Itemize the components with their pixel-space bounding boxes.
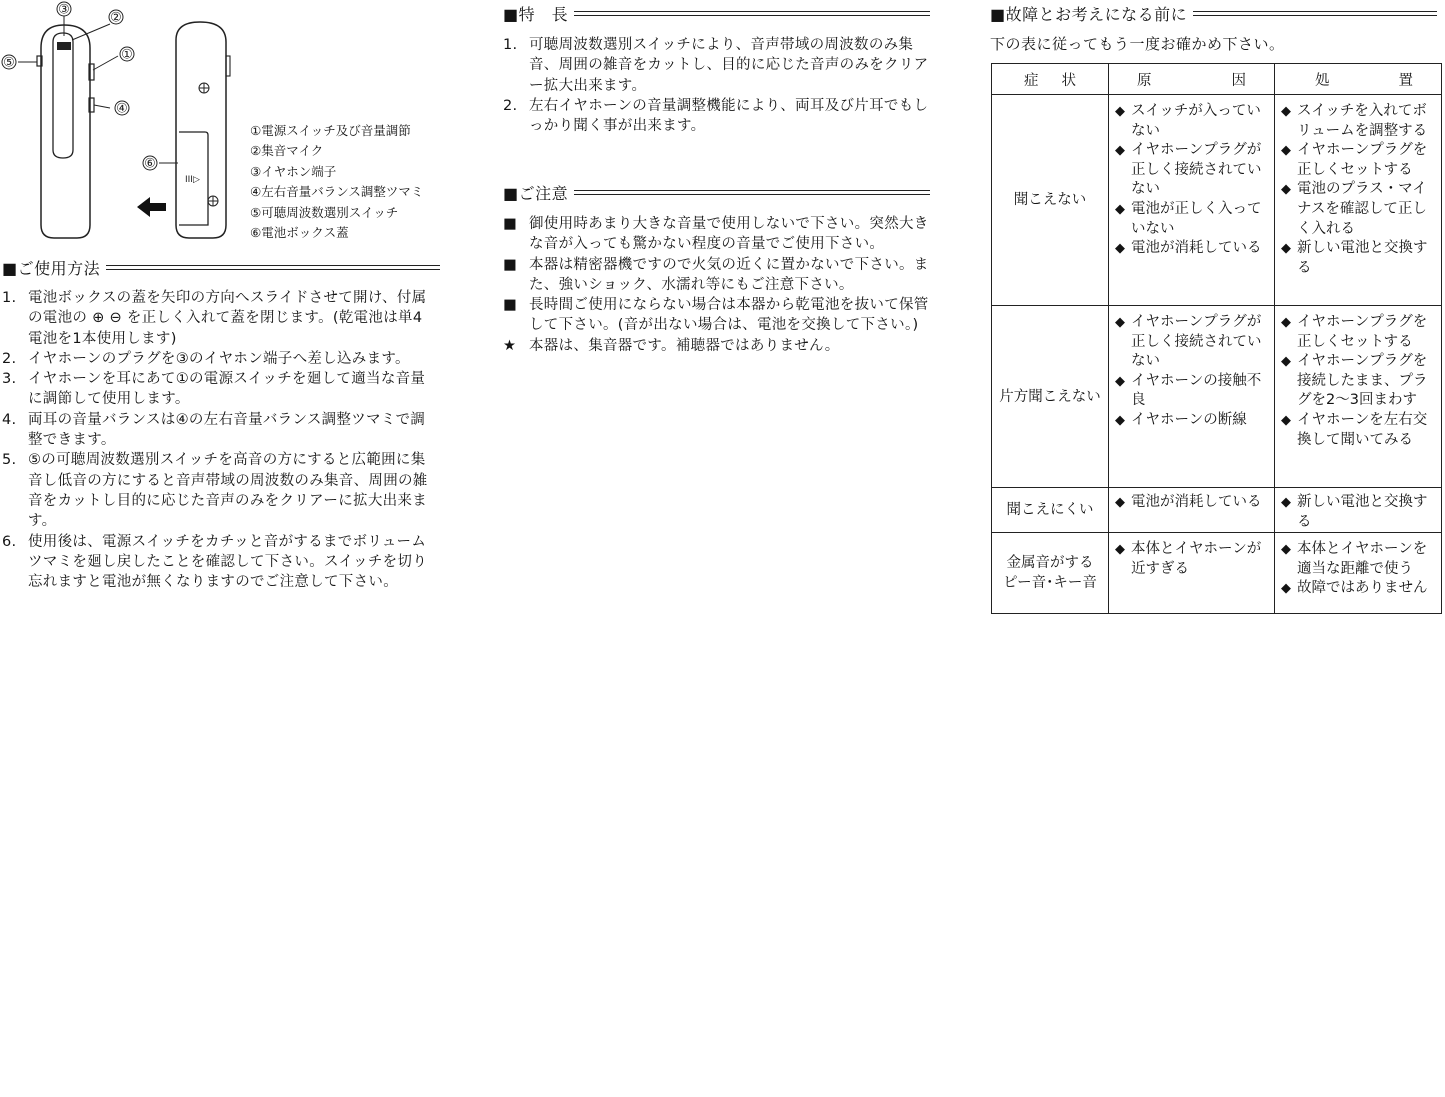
symptom-text: 聞こえにくい <box>1006 502 1094 519</box>
diamond-bullet-icon: ◆ <box>1115 143 1125 159</box>
usage-list <box>2 288 434 592</box>
item-number: 2. <box>503 97 518 114</box>
features-list <box>503 35 933 136</box>
column-header-remedy: 処 置 <box>1275 64 1442 95</box>
remedy-cell <box>1275 533 1442 614</box>
usage-heading <box>2 256 440 278</box>
item-number: 5. <box>2 452 17 469</box>
legend-item: ③イヤホン端子 <box>250 163 337 179</box>
bullet-text: 電池が消耗している <box>1131 240 1262 257</box>
features-heading-text: ■特 長 <box>503 4 569 24</box>
feature-item <box>503 35 933 96</box>
troubleshooting-heading <box>990 2 1437 24</box>
diamond-bullet-icon: ◆ <box>1115 315 1125 330</box>
callout-6: ⑥ <box>144 156 156 172</box>
table-header-row <box>992 64 1442 95</box>
usage-item <box>2 288 434 349</box>
callout-2: ② <box>110 10 122 26</box>
symptom-cell <box>992 533 1109 614</box>
bullet-text: イヤホーンを左右交換して聞いてみる <box>1297 411 1428 448</box>
svg-text:III▷: III▷ <box>185 175 200 185</box>
diamond-bullet-icon: ◆ <box>1281 143 1291 159</box>
bullet-text: 本体とイヤホーンが近すぎる <box>1131 541 1262 577</box>
diamond-bullet-icon: ◆ <box>1281 182 1291 198</box>
remedy-cell <box>1275 306 1442 488</box>
legend-item: ⑤可聴周波数選別スイッチ <box>250 204 399 220</box>
remedy-item <box>1281 313 1435 352</box>
column-header-symptom: 症 状 <box>992 64 1109 95</box>
bullet-text: 新しい電池と交換する <box>1297 494 1428 530</box>
table-row <box>992 95 1442 306</box>
bullet-text: イヤホーンプラグを正しくセットする <box>1297 314 1428 350</box>
diamond-bullet-icon: ◆ <box>1115 412 1125 428</box>
callout-1: ① <box>121 47 133 63</box>
remedy-cell <box>1275 488 1442 533</box>
usage-item <box>2 369 434 410</box>
bullet-text: イヤホーンプラグを接続したまま、プラグを2〜3回まわす <box>1297 353 1428 409</box>
heading-rule <box>574 190 930 195</box>
column-header-cause: 原 因 <box>1109 64 1275 95</box>
remedy-item <box>1281 540 1435 579</box>
bullet-text: スイッチが入っていない <box>1131 103 1261 139</box>
caution-heading <box>503 181 930 203</box>
diamond-bullet-icon: ◆ <box>1115 104 1125 119</box>
item-text: 本器は精密器機ですので火気の近くに置かないで下さい。また、強いショック、水濡れ等にもご注意下さい。 <box>529 256 929 293</box>
cause-item <box>1115 200 1268 239</box>
heading-rule <box>1193 11 1437 16</box>
caution-item <box>503 336 933 356</box>
caution-item <box>503 295 933 336</box>
left-arrow-icon <box>137 197 166 217</box>
diamond-bullet-icon: ◆ <box>1115 201 1125 217</box>
item-text: イヤホーンを耳にあて①の電源スイッチを廻して適当な音量に調節して使用します。 <box>28 371 426 408</box>
item-number: 3. <box>2 371 17 388</box>
cause-item <box>1115 141 1268 200</box>
usage-item <box>2 450 434 531</box>
item-text: 長時間ご使用にならない場合は本器から乾電池を抜いて保管して下さい。(音が出ない場合は、電池を交換して下さい。) <box>529 297 929 334</box>
bullet-text: イヤホーンの断線 <box>1131 411 1247 428</box>
symptom-text: 片方聞こえない <box>999 388 1101 405</box>
bullet-text: 新しい電池と交換する <box>1297 240 1428 276</box>
symptom-cell <box>992 95 1109 306</box>
bullet-text: スイッチを入れてボリュームを調整する <box>1297 103 1428 139</box>
bullet-text: 本体とイヤホーンを適当な距離で使う <box>1297 541 1428 577</box>
caution-heading-text: ■ご注意 <box>503 183 569 203</box>
cause-item <box>1115 313 1268 372</box>
features-heading <box>503 2 930 24</box>
remedy-item <box>1281 180 1435 239</box>
table-row <box>992 306 1442 488</box>
cause-cell <box>1109 95 1275 306</box>
callout-3: ③ <box>58 2 70 18</box>
diamond-bullet-icon: ◆ <box>1115 495 1125 510</box>
bullet-text: イヤホーンプラグが正しく接続されていない <box>1131 142 1262 198</box>
cause-cell <box>1109 306 1275 488</box>
item-bullet: ■ <box>503 297 517 314</box>
item-bullet: ■ <box>503 256 517 273</box>
diamond-bullet-icon: ◆ <box>1281 542 1291 558</box>
item-text: 左右イヤホーンの音量調整機能により、両耳及び片耳でもしっかり聞く事が出来ます。 <box>529 97 929 135</box>
cause-cell <box>1109 488 1275 533</box>
diamond-bullet-icon: ◆ <box>1281 241 1291 257</box>
symptom-text: 金属音がする ピー音･キー音 <box>1003 555 1097 592</box>
bullet-text: 電池が正しく入っていない <box>1131 200 1262 237</box>
item-text: ⑤の可聴周波数選別スイッチを高音の方にすると広範囲に集音し低音の方にすると音声帯域の周波数のみ集音、周囲の雑音をカットし目的に応じた音声のみをクリアーに拡大出来ます。 <box>28 452 428 530</box>
item-number: 1. <box>503 37 518 53</box>
bullet-text: イヤホーンプラグを正しくセットする <box>1297 142 1428 178</box>
item-number: 6. <box>2 533 17 550</box>
item-text: 本器は、集音器です。補聴器ではありません。 <box>529 337 840 354</box>
diamond-bullet-icon: ◆ <box>1281 412 1291 428</box>
caution-list <box>503 214 933 356</box>
usage-item <box>2 349 434 369</box>
heading-rule <box>574 11 930 16</box>
cause-item <box>1115 411 1268 431</box>
cause-cell <box>1109 533 1275 614</box>
item-number: 2. <box>2 350 17 367</box>
usage-item <box>2 410 434 451</box>
callout-5: ⑤ <box>3 55 15 71</box>
item-text: 両耳の音量バランスは④の左右音量バランス調整ツマミで調整できます。 <box>28 411 426 449</box>
symptom-cell <box>992 488 1109 533</box>
item-text: 可聴周波数選別スイッチにより、音声帯域の周波数のみ集音、周囲の雑音をカットし、目的に応じた音声のみをクリアー拡大出来ます。 <box>529 37 929 94</box>
bullet-text: イヤホーンの接触不良 <box>1131 372 1262 409</box>
diamond-bullet-icon: ◆ <box>1115 542 1125 558</box>
item-text: 御使用時あまり大きな音量で使用しないで下さい。突然大きな音が入っても驚かない程度の音量でご使用下さい。 <box>529 216 929 253</box>
remedy-item <box>1281 493 1435 532</box>
item-text: 使用後は、電源スイッチをカチッと音がするまでボリュームツマミを廻し戻したことを確認して下さい。スイッチを切り忘れますと電池が無くなりますのでご注意して下さい。 <box>28 533 428 591</box>
bullet-text: 故障ではありません <box>1297 580 1428 597</box>
usage-heading-text: ■ご使用方法 <box>2 258 101 278</box>
usage-item <box>2 532 434 593</box>
symptom-text: 聞こえない <box>1013 192 1087 208</box>
item-text: 電池ボックスの蓋を矢印の方向へスライドさせて開け、付属の電池の ⊕ ⊖ を正しく入れて蓋を閉じます。(乾電池は単4電池を1本使用します) <box>28 290 427 347</box>
troubleshooting-intro: 下の表に従ってもう一度お確かめ下さい。 <box>990 35 1285 53</box>
item-text: イヤホーンのプラグを③のイヤホン端子へ差し込みます。 <box>28 350 410 367</box>
legend-item: ②集音マイク <box>250 143 324 159</box>
troubleshooting-heading-text: ■故障とお考えになる前に <box>990 4 1188 24</box>
remedy-item <box>1281 411 1435 450</box>
item-number: 1. <box>2 290 17 306</box>
cause-item <box>1115 239 1268 259</box>
bullet-text: 電池が消耗している <box>1131 494 1262 510</box>
cause-item <box>1115 372 1268 411</box>
remedy-item <box>1281 102 1435 141</box>
legend-item: ④左右音量バランス調整ツマミ <box>250 184 424 200</box>
item-bullet: ★ <box>503 337 517 354</box>
diamond-bullet-icon: ◆ <box>1281 354 1291 370</box>
bullet-text: 電池のプラス・マイナスを確認して正しく入れる <box>1297 181 1427 237</box>
remedy-cell <box>1275 95 1442 306</box>
remedy-item <box>1281 352 1435 411</box>
troubleshooting-table <box>991 63 1442 614</box>
legend-item: ①電源スイッチ及び音量調節 <box>250 123 411 138</box>
item-number: 4. <box>2 411 17 428</box>
table-row <box>992 488 1442 533</box>
feature-item <box>503 96 933 137</box>
diamond-bullet-icon: ◆ <box>1115 241 1125 257</box>
diamond-bullet-icon: ◆ <box>1281 581 1291 597</box>
diamond-bullet-icon: ◆ <box>1281 315 1291 330</box>
bullet-text: イヤホーンプラグが正しく接続されていない <box>1131 314 1262 370</box>
heading-rule <box>106 265 440 270</box>
legend-item: ⑥電池ボックス蓋 <box>250 225 349 241</box>
remedy-item <box>1281 141 1435 180</box>
caution-item <box>503 214 933 255</box>
symptom-cell <box>992 306 1109 488</box>
diamond-bullet-icon: ◆ <box>1281 104 1291 119</box>
remedy-item <box>1281 239 1435 278</box>
cause-item <box>1115 540 1268 579</box>
cause-item <box>1115 102 1268 141</box>
cause-item <box>1115 493 1268 513</box>
item-bullet: ■ <box>503 216 517 232</box>
table-row <box>992 533 1442 614</box>
parts-legend <box>250 121 423 243</box>
diamond-bullet-icon: ◆ <box>1281 495 1291 510</box>
callout-4: ④ <box>116 101 128 117</box>
remedy-item <box>1281 579 1435 599</box>
caution-item <box>503 255 933 296</box>
diamond-bullet-icon: ◆ <box>1115 373 1125 389</box>
